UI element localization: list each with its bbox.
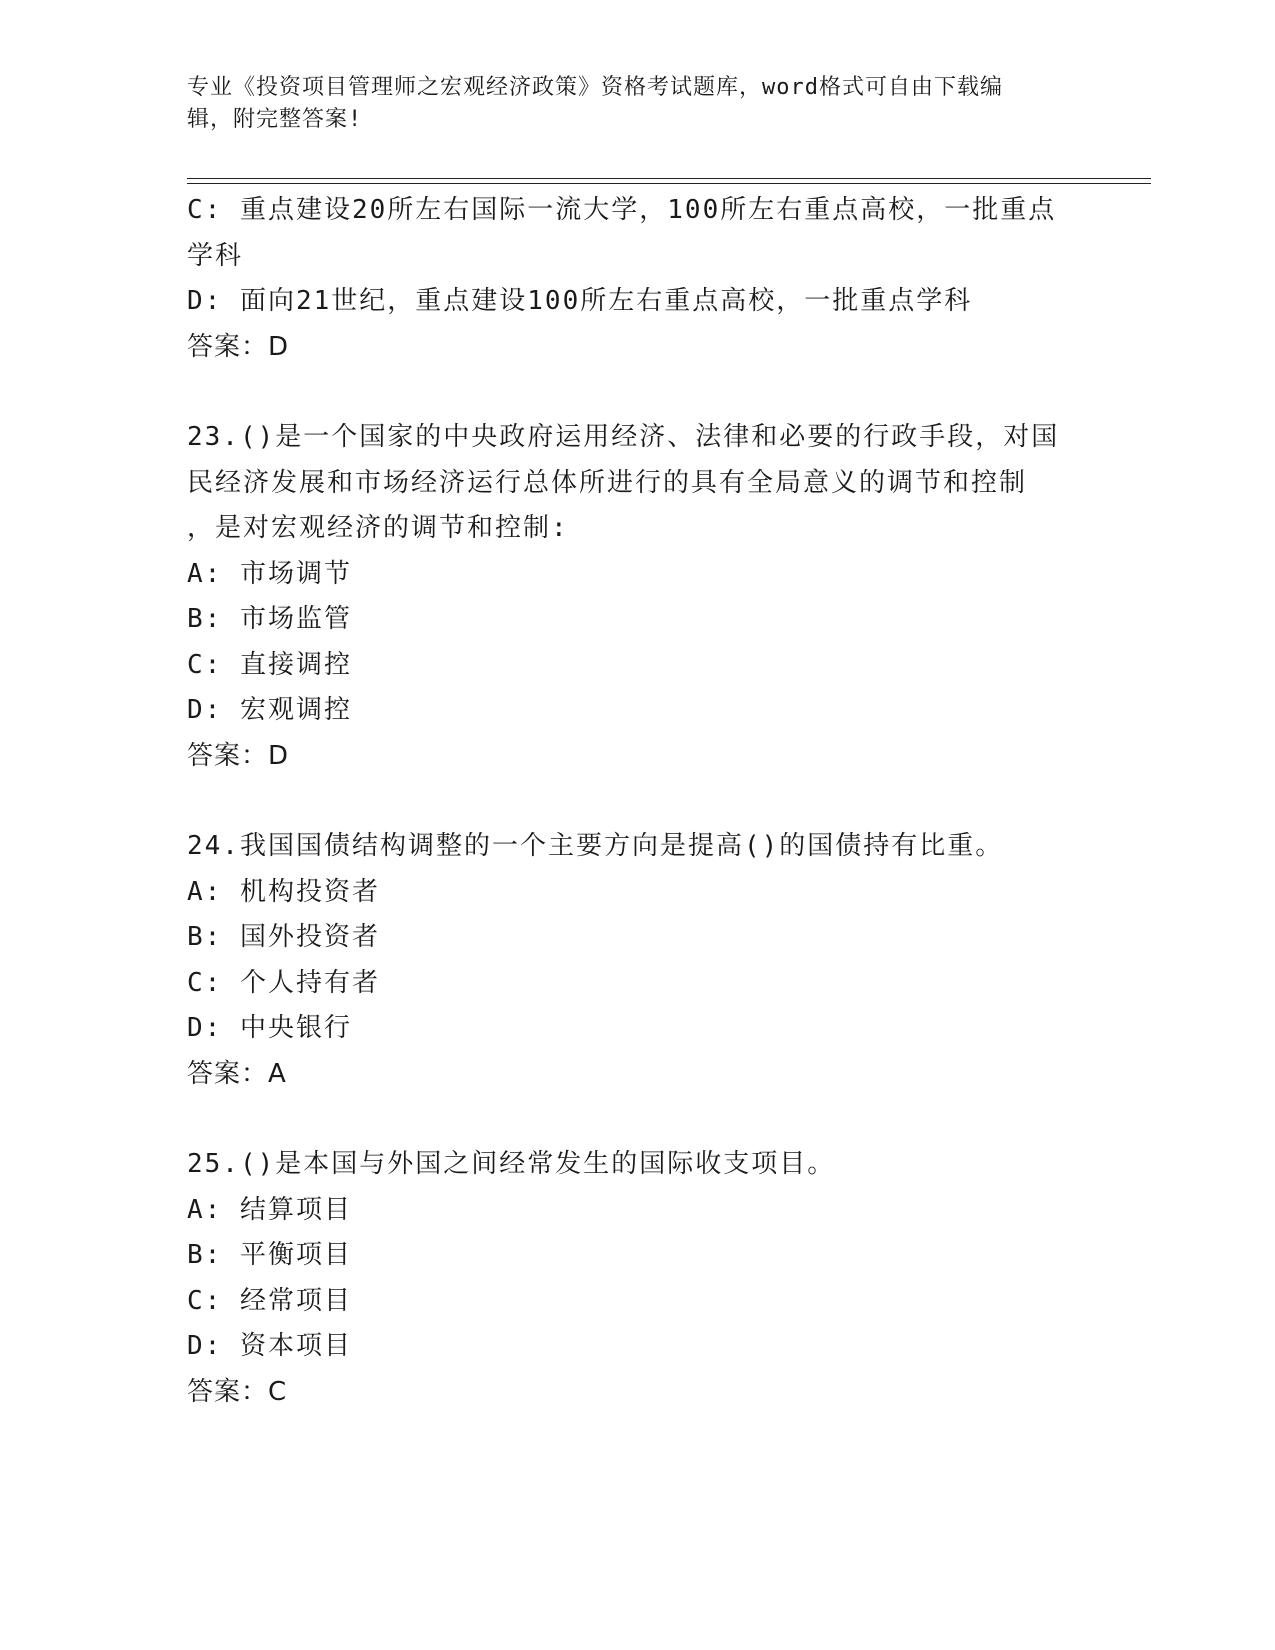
spacer [187,779,1087,824]
option-b: B: 市场监管 [187,604,352,634]
option-a: A: 结算项目 [187,1194,352,1225]
option-c-line-2: 学科 [187,240,244,271]
option-d: D: 宏观调控 [187,695,352,725]
option-d: D: 面向21世纪，重点建设100所左右重点高校，一批重点学科 [187,286,973,316]
page-header [187,72,1067,136]
question-23 [187,415,1087,779]
option-d: D: 中央银行 [187,1013,352,1043]
spacer [187,1097,1087,1142]
header-line-2: 辑，附完整答案! [187,107,363,132]
option-a: A: 机构投资者 [187,876,380,907]
option-c: C: 个人持有者 [187,967,380,998]
answer: 答案：A [187,1058,287,1089]
option-c-line-1: C: 重点建设20所左右国际一流大学，100所左右重点高校，一批重点 [187,195,1057,225]
question-stem-line-3: ，是对宏观经济的调节和控制: [187,513,569,543]
question-22-tail [187,188,1087,370]
question-25 [187,1142,1087,1415]
option-a: A: 市场调节 [187,558,352,589]
question-stem: 25.()是本国与外国之间经常发生的国际收支项目。 [187,1149,836,1179]
option-d: D: 资本项目 [187,1331,352,1361]
answer: 答案：D [187,740,290,771]
header-divider-bottom [187,183,1151,184]
answer: 答案：C [187,1376,288,1407]
question-24 [187,824,1087,1097]
header-line-1: 专业《投资项目管理师之宏观经济政策》资格考试题库，word格式可自由下载编 [187,75,1003,100]
option-b: B: 平衡项目 [187,1240,352,1270]
question-stem-line-2: 民经济发展和市场经济运行总体所进行的具有全局意义的调节和控制 [187,467,1028,498]
question-stem: 24.我国国债结构调整的一个主要方向是提高()的国债持有比重。 [187,831,1004,861]
answer: 答案：D [187,331,290,362]
option-c: C: 直接调控 [187,649,352,680]
option-c: C: 经常项目 [187,1285,352,1316]
question-stem-line-1: 23.()是一个国家的中央政府运用经济、法律和必要的行政手段，对国 [187,422,1060,452]
header-divider-top [187,178,1151,179]
question-body [187,188,1087,1415]
spacer [187,370,1087,415]
option-b: B: 国外投资者 [187,922,380,952]
